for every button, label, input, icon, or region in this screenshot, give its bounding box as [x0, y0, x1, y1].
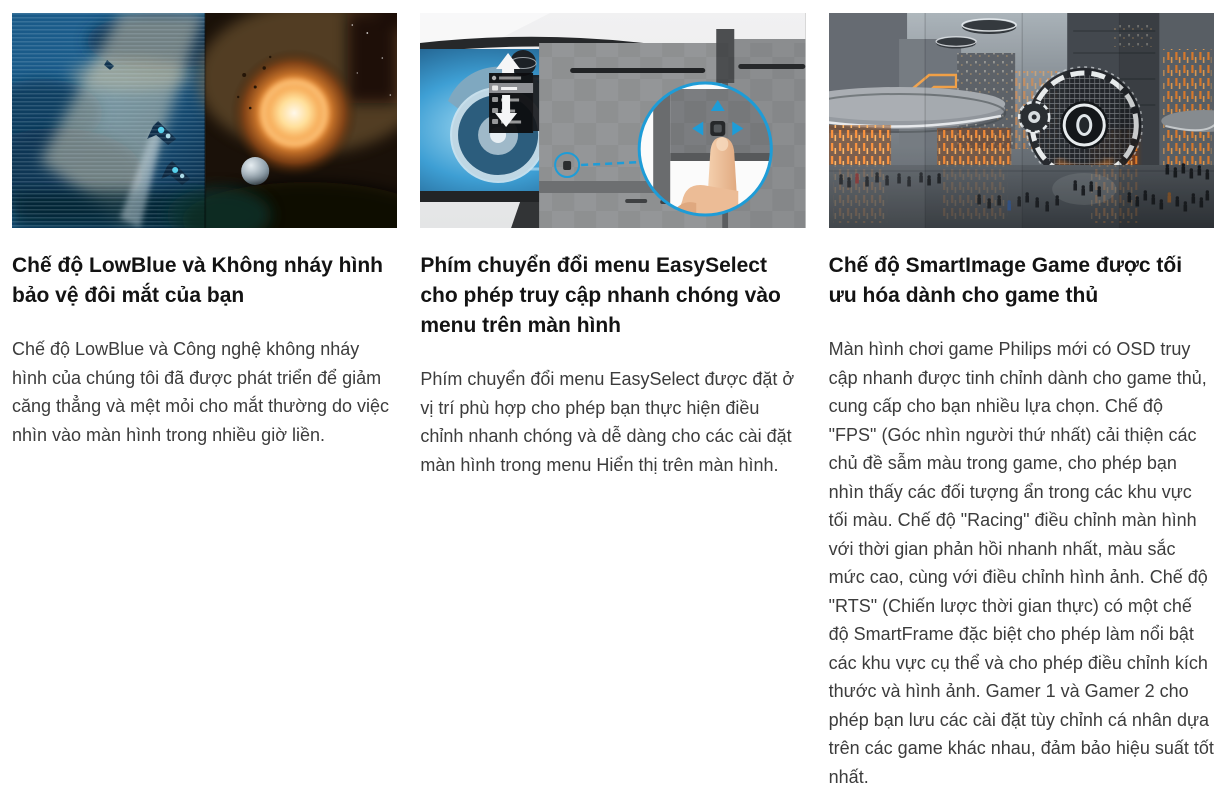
- small-planet-graphic: [241, 157, 269, 185]
- menu-toggle-key[interactable]: [563, 161, 571, 170]
- lowblue-split-scene-graphic: [12, 13, 397, 228]
- easyselect-scene-graphic: [420, 13, 805, 228]
- feature-heading-lowblue: Chế độ LowBlue và Không nháy hình bảo vệ đôi mắt của bạn: [12, 254, 383, 307]
- feature-card-easyselect: [420, 13, 805, 791]
- feature-body-easyselect: Phím chuyển đổi menu EasySelect được đặt ở vị trí phù hợp cho phép bạn thực hiện điều chỉnh nhanh chóng và dễ dàng cho các cài đặt màn hình trong menu Hiển thị trên màn hình.: [420, 369, 795, 475]
- feature-image-easyselect: [420, 13, 805, 228]
- feature-heading-easyselect: Phím chuyển đổi menu EasySelect cho phép truy cập nhanh chóng vào menu trên màn hình: [420, 254, 781, 337]
- feature-image-smartimage: [829, 13, 1214, 228]
- mode-comparison-slices: [829, 13, 1214, 228]
- flicker-scanlines-overlay: [12, 13, 205, 228]
- feature-image-lowblue: [12, 13, 397, 228]
- feature-body-smartimage: Màn hình chơi game Philips mới có OSD truy cập nhanh được tinh chỉnh dành cho game thủ, cung cấp cho bạn nhiều lựa chọn. Chế độ "FPS" (Góc nhìn người thứ nhất) cải thiện các chủ đề sẫm màu trong game, cho phép bạn nhìn thấy các đối tượng ẩn trong các khu vực tối màu. Chế độ "Racing" điều chỉnh màn hình với thời gian phản hồi nhanh nhất, màu sắc mức cao, cùng với điều chỉnh hình ảnh. Chế độ "RTS" (Chiến lược thời gian thực) có một chế độ SmartFrame đặc biệt cho phép làm nổi bật các khu vực cụ thể và cho phép điều chỉnh kích thước và hình ảnh. Gamer 1 và Gamer 2 cho phép bạn lưu các cài đặt tùy chỉnh cá nhân dựa trên các game khác nhau, đảm bảo hiệu suất tốt nhất.: [828, 339, 1214, 787]
- feature-body-lowblue: Chế độ LowBlue và Công nghệ không nháy hình của chúng tôi đã được phát triển để giảm căng thẳng và mệt mỏi cho mắt thường do việc nhìn vào màn hình trong nhiều giờ liền.: [12, 339, 390, 445]
- feature-card-lowblue: [12, 13, 397, 791]
- osd-menu-graphic: [489, 73, 540, 133]
- smartimage-city-scene-graphic: [829, 13, 1214, 228]
- feature-card-smartimage: [829, 13, 1214, 791]
- feature-heading-smartimage: Chế độ SmartImage Game được tối ưu hóa dành cho game thủ: [828, 254, 1183, 307]
